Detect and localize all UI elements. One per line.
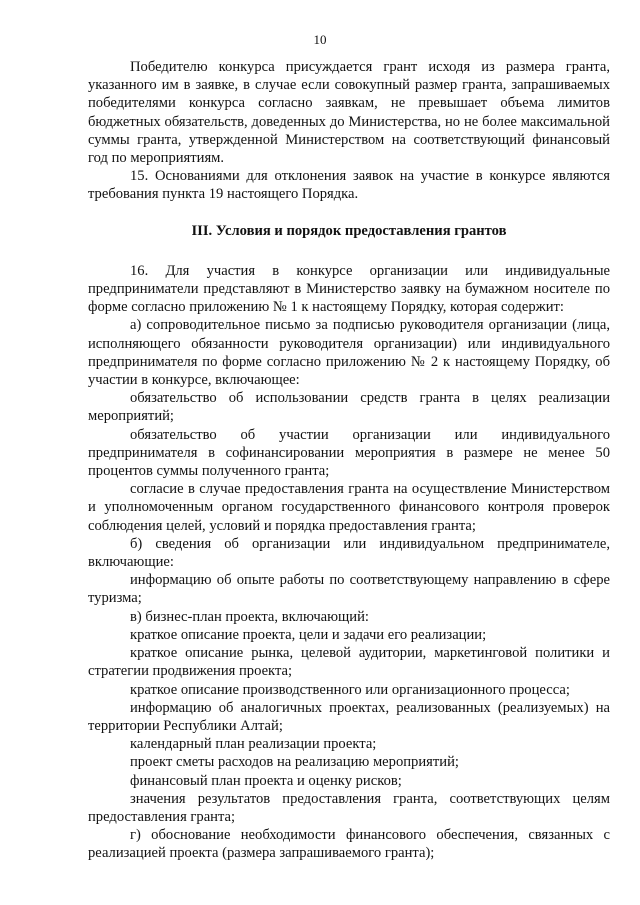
paragraph: календарный план реализации проекта; <box>130 736 377 753</box>
section-heading: III. Условия и порядок предоставления грантов <box>191 222 507 239</box>
paragraph: краткое описание производственного или организационного процесса; <box>130 681 570 698</box>
paragraph: согласие в случае предоставления гранта на осуществление Министерством и уполномоченным органом государственного финансового контроля проверок соблюдения целей, условий и порядка предоставления гранта; <box>88 481 610 534</box>
paragraph: обязательство об использовании средств гранта в целях реализации мероприятий; <box>88 390 610 425</box>
paragraph: проект сметы расходов на реализацию мероприятий; <box>130 754 459 771</box>
paragraph: краткое описание проекта, цели и задачи его реализации; <box>130 626 487 643</box>
paragraph: финансовый план проекта и оценку рисков; <box>130 772 402 789</box>
paragraph: информацию об опыте работы по соответствующему направлению в сфере туризма; <box>88 572 610 607</box>
paragraph: г) обоснование необходимости финансового обеспечения, связанных с реализацией проекта (размера запрашиваемого гранта); <box>88 827 610 862</box>
paragraph: 16. Для участия в конкурсе организации или индивидуальные предприниматели представляют в Министерство заявку на бумажном носителе по форме согласно приложению № 1 к настоящему Порядку, которая содержит: <box>88 262 610 316</box>
paragraph: значения результатов предоставления гранта, соответствующих целям предоставления гранта; <box>88 790 610 825</box>
paragraph: а) сопроводительное письмо за подписью руководителя организации (лица, исполняющего обязанности руководителя организации) или индивидуального предпринимателя по форме согласно приложению № 2 к настоящему Порядку, об участии в конкурсе, включающее: <box>88 317 610 389</box>
paragraph: краткое описание рынка, целевой аудитории, маркетинговой политики и стратегии продвижения проекта; <box>88 645 610 680</box>
paragraph: б) сведения об организации или индивидуальном предпринимателе, включающие: <box>88 535 610 571</box>
paragraph: Победителю конкурса присуждается грант исходя из размера гранта, указанного им в заявке, в случае если совокупный размер гранта, запрашиваемых победителями конкурса согласно заявкам, не превышает объема лимитов бюджетных обязательств, доведенных до Министерства, но не более максимальной суммы гранта, утвержденной Министерством на соответствующий финансовый год по мероприятиям. <box>88 59 610 167</box>
page-number: 10 <box>313 32 327 47</box>
paragraph: в) бизнес-план проекта, включающий: <box>130 608 369 625</box>
paragraph: 15. Основаниями для отклонения заявок на участие в конкурсе являются требования пункта 19 настоящего Порядка. <box>88 168 610 203</box>
document-body <box>88 58 610 863</box>
paragraph: информацию об аналогичных проектах, реализованных (реализуемых) на территории Республики Алтай; <box>88 699 610 734</box>
paragraph: обязательство об участии организации или индивидуального предпринимателя в софинансировании мероприятия в размере не менее 50 процентов суммы полученного гранта; <box>88 426 610 480</box>
